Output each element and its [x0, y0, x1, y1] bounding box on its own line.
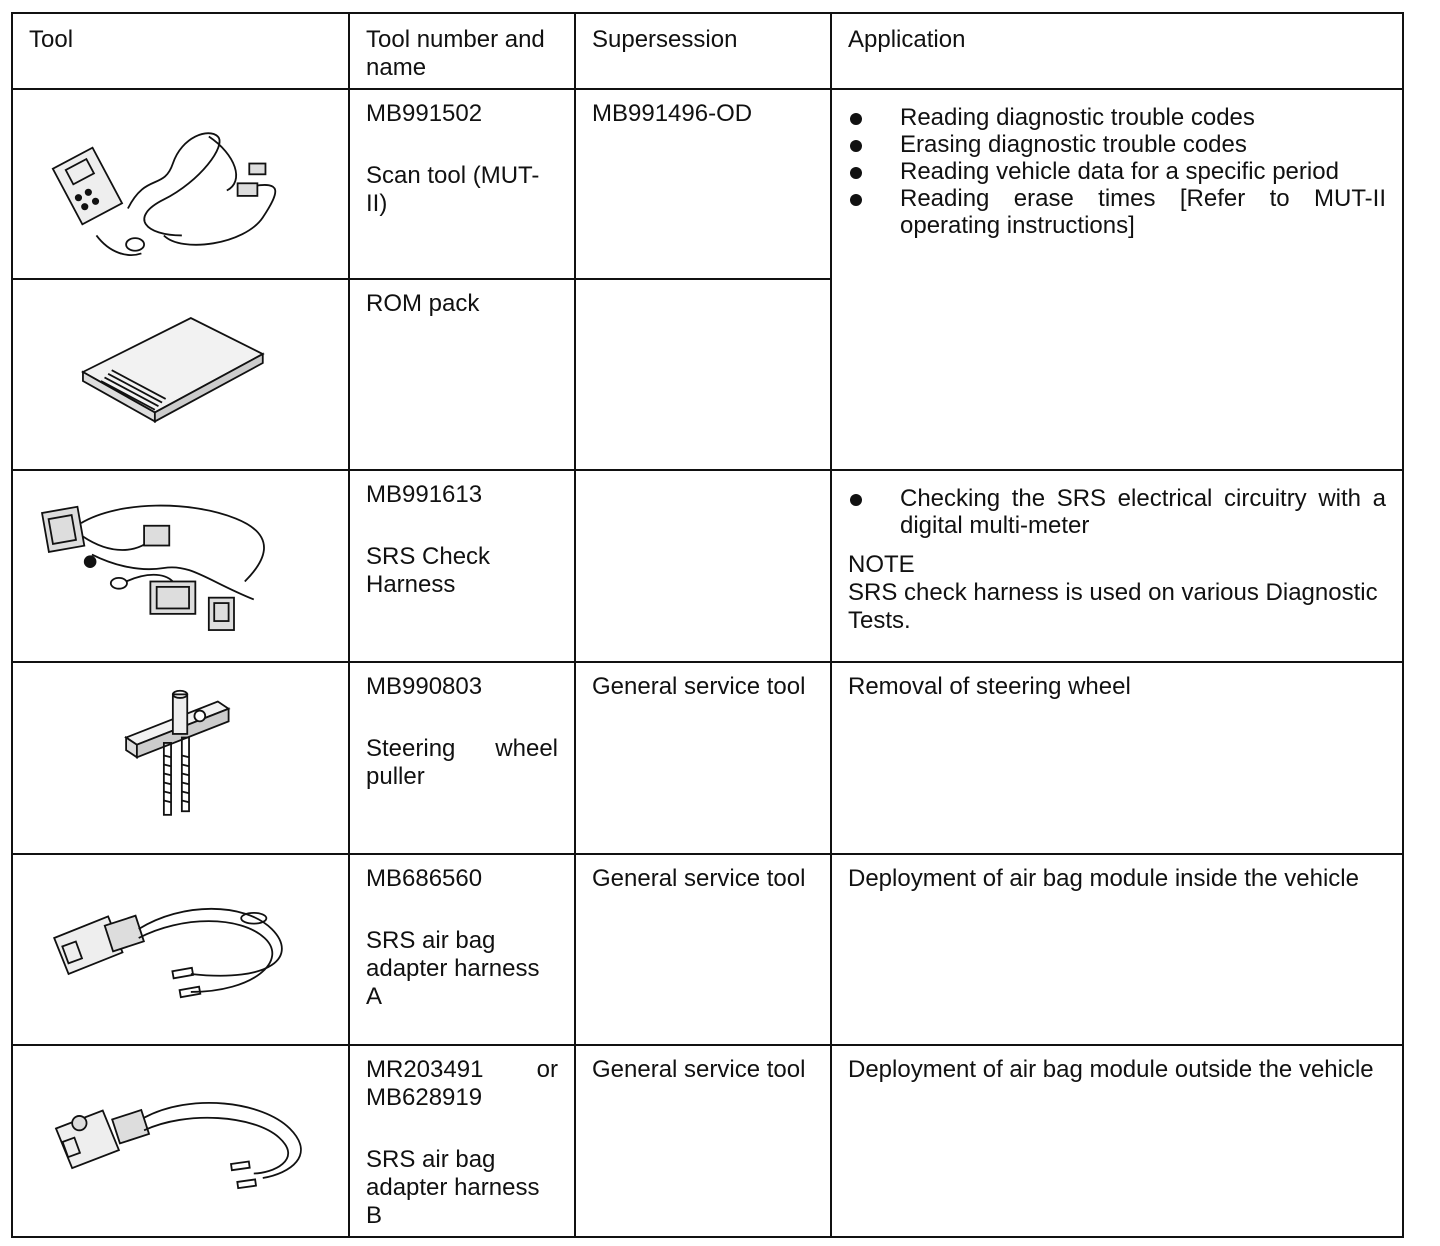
application-cell	[831, 470, 1403, 662]
tool-name: Steering wheel puller	[366, 735, 558, 790]
tool-number-name-cell	[349, 854, 575, 1045]
tool-number: MB991502	[366, 100, 483, 127]
application-list	[848, 104, 1386, 239]
tool-number-name-cell	[349, 89, 575, 279]
rom-pack-illustration-icon	[29, 290, 332, 463]
list-item: Reading diagnostic trouble codes	[848, 104, 1386, 131]
list-item: Reading vehicle data for a specific period	[848, 158, 1386, 185]
table-row	[12, 854, 1403, 1045]
tool-name: SRS air bag adapter harness A	[366, 927, 540, 1010]
tool-name: SRS air bag adapter harness B	[366, 1146, 540, 1229]
supersession-cell	[575, 279, 831, 470]
steering-wheel-puller-illustration-icon	[29, 673, 332, 847]
application-list	[848, 485, 1386, 539]
header-row	[12, 13, 1403, 89]
application-cell	[831, 89, 1403, 470]
header-application: Application	[831, 13, 1403, 89]
table-row	[12, 662, 1403, 854]
tool-number-name-cell	[349, 470, 575, 662]
supersession-cell: MB991496-OD	[575, 89, 831, 279]
list-item: Reading erase times [Refer to MUT-II operating instructions]	[848, 185, 1386, 239]
adapter-harness-a-illustration-icon	[29, 865, 332, 1038]
srs-check-harness-illustration-cell	[12, 470, 349, 662]
adapter-harness-a-illustration-cell	[12, 854, 349, 1045]
application-cell: Removal of steering wheel	[831, 662, 1403, 854]
supersession-cell: General service tool	[575, 1045, 831, 1237]
table-row	[12, 89, 1403, 279]
supersession-cell: General service tool	[575, 854, 831, 1045]
header-tool-number-name: Tool number and name	[349, 13, 575, 89]
header-supersession: Supersession	[575, 13, 831, 89]
steering-wheel-puller-illustration-cell	[12, 662, 349, 854]
tool-number-name-cell	[349, 662, 575, 854]
list-item: Checking the SRS electrical circuitry with a digital multi-meter	[848, 485, 1386, 539]
tool-number: MR203491 or MB628919	[366, 1056, 558, 1111]
table-row	[12, 1045, 1403, 1237]
tool-number-name-cell	[349, 279, 575, 470]
special-tools-table	[11, 12, 1404, 1238]
tool-number: MB686560	[366, 865, 483, 892]
tool-number: MB991613	[366, 481, 483, 508]
tool-name: SRS Check Harness	[366, 543, 491, 598]
tool-number-name-cell	[349, 1045, 575, 1237]
tool-number: MB990803	[366, 673, 483, 700]
header-tool: Tool	[12, 13, 349, 89]
adapter-harness-b-illustration-icon	[29, 1056, 332, 1228]
adapter-harness-b-illustration-cell	[12, 1045, 349, 1237]
tool-name: Scan tool (MUT-II)	[366, 162, 540, 217]
note	[848, 551, 1386, 635]
table-row	[12, 470, 1403, 662]
note-text: SRS check harness is used on various Diagnostic Tests.	[848, 579, 1378, 634]
supersession-cell	[575, 470, 831, 662]
srs-check-harness-illustration-icon	[29, 481, 332, 655]
list-item: Erasing diagnostic trouble codes	[848, 131, 1386, 158]
rom-pack-illustration-cell	[12, 279, 349, 470]
application-cell: Deployment of air bag module outside the vehicle	[831, 1045, 1403, 1237]
note-label: NOTE	[848, 551, 915, 578]
scan-tool-illustration-cell	[12, 89, 349, 279]
scan-tool-illustration-icon	[29, 100, 332, 272]
tool-name: ROM pack	[366, 290, 480, 317]
supersession-cell: General service tool	[575, 662, 831, 854]
application-cell: Deployment of air bag module inside the vehicle	[831, 854, 1403, 1045]
